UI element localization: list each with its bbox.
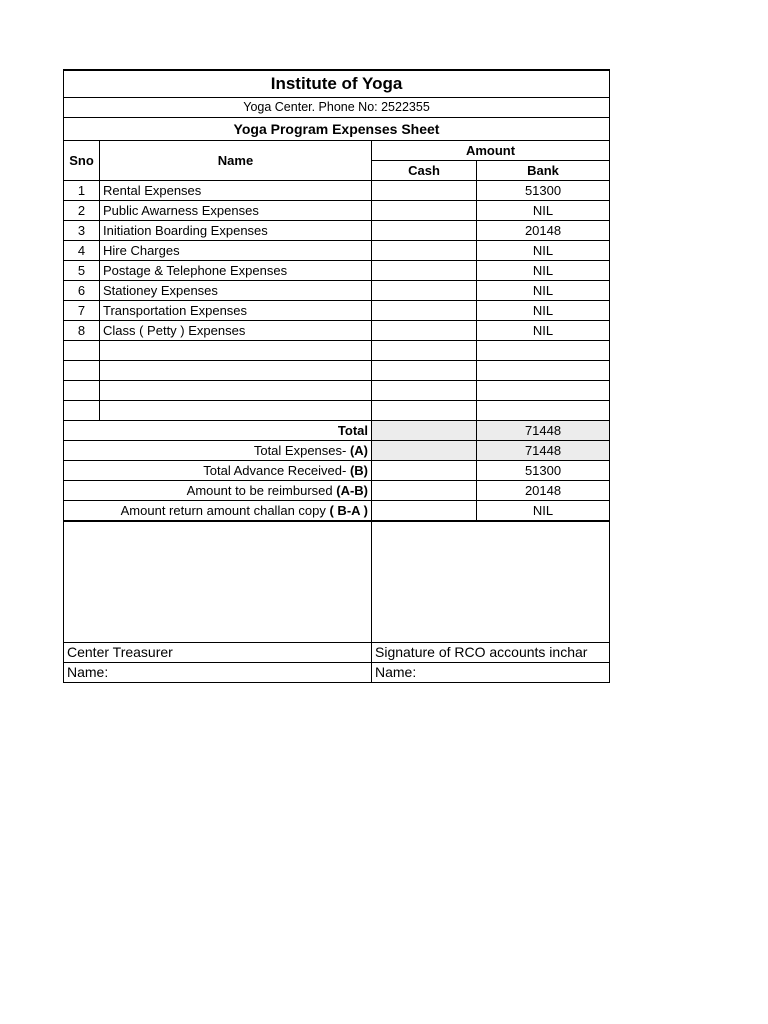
row-bank: NIL	[477, 201, 610, 221]
blank-row	[64, 401, 610, 421]
total-cash	[372, 421, 477, 441]
amount-header: Amount	[372, 141, 610, 161]
row-name: Initiation Boarding Expenses	[100, 221, 372, 241]
total-bank: 71448	[477, 421, 610, 441]
total-expenses-cash	[372, 441, 477, 461]
blank-row	[64, 381, 610, 401]
row-cash	[372, 221, 477, 241]
advance-label: Total Advance Received- (B)	[64, 461, 372, 481]
row-bank: 51300	[477, 181, 610, 201]
row-sno: 2	[64, 201, 100, 221]
reimbursed-cash	[372, 481, 477, 501]
row-bank: NIL	[477, 321, 610, 341]
row-bank: NIL	[477, 281, 610, 301]
signature-title-row	[64, 643, 610, 663]
advance-bank: 51300	[477, 461, 610, 481]
return-row	[64, 501, 610, 522]
rco-name-label: Name:	[372, 663, 610, 683]
signature-space-row	[64, 521, 610, 643]
return-cash	[372, 501, 477, 522]
table-row	[64, 321, 610, 341]
row-name: Public Awarness Expenses	[100, 201, 372, 221]
row-cash	[372, 181, 477, 201]
return-label: Amount return amount challan copy ( B-A )	[64, 501, 372, 522]
sheet-title: Yoga Program Expenses Sheet	[64, 118, 610, 141]
cash-header: Cash	[372, 161, 477, 181]
row-cash	[372, 321, 477, 341]
center-treasurer-label: Center Treasurer	[64, 643, 372, 663]
row-name: Transportation Expenses	[100, 301, 372, 321]
row-sno: 6	[64, 281, 100, 301]
table-row	[64, 181, 610, 201]
row-cash	[372, 261, 477, 281]
row-bank: NIL	[477, 261, 610, 281]
row-sno: 5	[64, 261, 100, 281]
total-label: Total	[64, 421, 372, 441]
total-row	[64, 421, 610, 441]
table-row	[64, 221, 610, 241]
advance-cash	[372, 461, 477, 481]
row-bank: 20148	[477, 221, 610, 241]
total-expenses-bank: 71448	[477, 441, 610, 461]
table-row	[64, 201, 610, 221]
signature-space-left	[64, 521, 372, 643]
blank-row	[64, 341, 610, 361]
row-sno: 3	[64, 221, 100, 241]
row-sno: 7	[64, 301, 100, 321]
row-name: Rental Expenses	[100, 181, 372, 201]
sno-header: Sno	[64, 141, 100, 181]
row-name: Class ( Petty ) Expenses	[100, 321, 372, 341]
row-name: Hire Charges	[100, 241, 372, 261]
table-row	[64, 301, 610, 321]
expenses-sheet	[63, 69, 610, 683]
row-name: Stationey Expenses	[100, 281, 372, 301]
row-cash	[372, 241, 477, 261]
blank-row	[64, 361, 610, 381]
center-phone: Yoga Center. Phone No: 2522355	[64, 98, 610, 118]
signature-name-row	[64, 663, 610, 683]
advance-row	[64, 461, 610, 481]
bank-header: Bank	[477, 161, 610, 181]
reimbursed-bank: 20148	[477, 481, 610, 501]
name-header: Name	[100, 141, 372, 181]
institute-title: Institute of Yoga	[64, 70, 610, 98]
total-expenses-row	[64, 441, 610, 461]
row-name: Postage & Telephone Expenses	[100, 261, 372, 281]
reimbursed-label: Amount to be reimbursed (A-B)	[64, 481, 372, 501]
total-expenses-label: Total Expenses- (A)	[64, 441, 372, 461]
row-cash	[372, 201, 477, 221]
row-cash	[372, 281, 477, 301]
table-row	[64, 281, 610, 301]
signature-space-right	[372, 521, 610, 643]
row-bank: NIL	[477, 241, 610, 261]
rco-signature-label: Signature of RCO accounts inchar	[372, 643, 610, 663]
row-sno: 1	[64, 181, 100, 201]
row-cash	[372, 301, 477, 321]
table-row	[64, 261, 610, 281]
return-bank: NIL	[477, 501, 610, 522]
row-sno: 4	[64, 241, 100, 261]
reimbursed-row	[64, 481, 610, 501]
row-bank: NIL	[477, 301, 610, 321]
treasurer-name-label: Name:	[64, 663, 372, 683]
table-row	[64, 241, 610, 261]
row-sno: 8	[64, 321, 100, 341]
